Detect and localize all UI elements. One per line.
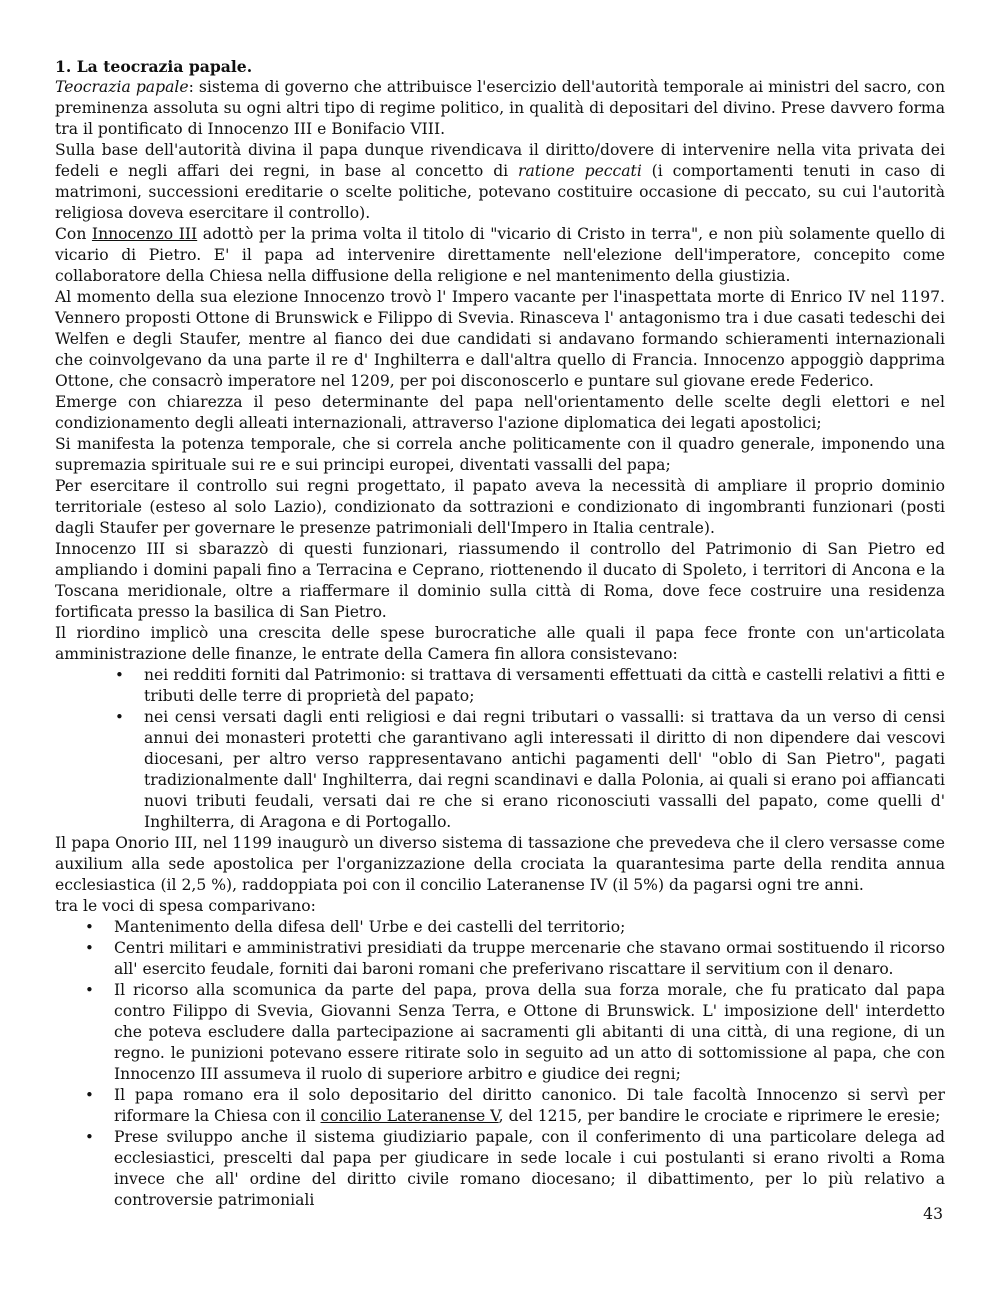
paragraph-riordino: Il riordino implicò una crescita delle spese burocratiche alle quali il papa fece fronte con un'articolata amministrazione delle finanze, le entrate della Camera fin allora consistevano: [55, 624, 945, 663]
expense-list [55, 917, 945, 1211]
term-ratione-peccati: ratione peccati [518, 162, 642, 180]
income-list [55, 665, 945, 833]
text-span: (i comportamenti tenuti in caso di matrimoni, successioni ereditarie o scelte politiche, potevano costituire occasione di peccato, su cui l'autorità religiosa doveva esercitare il controllo). [55, 162, 945, 222]
paragraph-controllo-regni: Per esercitare il controllo sui regni progettato, il papato aveva la necessità di ampliare il proprio dominio territoriale (esteso al solo Lazio), condizionato da sottrazioni e condizionato di ingombranti funzionari (posti dagli Staufer per governare le presenze patrimoniali dell'Impero in Italia centrale). [55, 477, 945, 537]
list-item: • Centri militari e amministrativi presidiati da truppe mercenarie che stavano ormai sostituendo il ricorso all' esercito feudale, forniti dai baroni romani che preferivano riscattare il servitium con il denaro. [114, 938, 945, 980]
link-concilio-lateranense[interactable]: concilio Lateranense V [320, 1107, 499, 1125]
paragraph-potenza-temporale: Si manifesta la potenza temporale, che si correla anche politicamente con il quadro generale, imponendo una supremazia spirituale sui re e sui principi europei, diventati vassalli del papa; [55, 435, 945, 474]
paragraph-innocenzo [55, 224, 945, 287]
list-item [114, 1085, 945, 1127]
list-item: • Il ricorso alla scomunica da parte del papa, prova della sua forza morale, che fu praticato dal papa contro Filippo di Svevia, Giovanni Senza Terra, e Ottone di Brunswick. L' imposizione dell' interdetto che poteva escludere dalla partecipazione ai sacramenti gli abitanti di una città, di una regione, di un regno. le punizioni potevano essere ritirate solo in seguito ad un atto di sottomissione al papa, che con Innocenzo III assumeva il ruolo di superiore arbitro e giudice dei regni; [114, 980, 945, 1085]
text-span: Con [55, 225, 92, 243]
paragraph-voci-spesa: tra le voci di spesa comparivano: [55, 897, 316, 915]
list-item: • Prese sviluppo anche il sistema giudiziario papale, con il conferimento di una particolare delega ad ecclesiastici, prescelti dal papa per giudicare in sede locale i cui postulanti si erano rivolti a Roma invece che all' ordine del diritto civile romano diocesano; il dibattimento, per lo più relativo a controversie patrimoniali [114, 1127, 945, 1211]
list-item: • nei redditi forniti dal Patrimonio: si trattava di versamenti effettuati da città e castelli relativi a fitti e tributi delle terre di proprietà del papato; [144, 665, 945, 707]
list-item: • Mantenimento della difesa dell' Urbe e dei castelli del territorio; [114, 917, 945, 938]
section-heading: 1. La teocrazia papale. [55, 57, 253, 76]
text-span: Il papa romano era il solo depositario del diritto canonico. Di tale facoltà Innocenzo si servì per riformare la Chiesa con il [114, 1086, 945, 1125]
paragraph-funzionari: Innocenzo III si sbarazzò di questi funzionari, riassumendo il controllo del Patrimonio di San Pietro ed ampliando i domini papali fino a Terracina e Ceprano, riottenendo il ducato di Spoleto, i territori di Ancona e la Toscana meridionale, oltre a riaffermare il dominio sulla città di Roma, dove fece costruire una residenza fortificata presso la basilica di San Pietro. [55, 540, 945, 621]
definition-text: : sistema di governo che attribuisce l'esercizio dell'autorità temporale ai ministri del sacro, con preminenza assoluta su ogni altri tipo di regime politico, in qualità di depositari del divino. Prese davvero forma tra il pontificato di Innocenzo III e Bonifacio VIII. [55, 78, 945, 138]
page-number: 43 [923, 1205, 943, 1223]
paragraph-onorio: Il papa Onorio III, nel 1199 inaugurò un diverso sistema di tassazione che prevedeva che il clero versasse come auxilium alla sede apostolica per l'organizzazione della crociata la quarantesima parte della rendita annua ecclesiastica (il 2,5 %), raddoppiata poi con il concilio Lateranense IV (il 5%) da pagarsi ogni tre anni. [55, 834, 945, 894]
paragraph-impero-vacante: Al momento della sua elezione Innocenzo trovò l' Impero vacante per l'inaspettata morte di Enrico IV nel 1197. Vennero proposti Ottone di Brunswick e Filippo di Svevia. Rinasceva l' antagonismo tra i due casati tedeschi dei Welfen e degli Staufer, mentre al fianco dei due candidati si andavano formando schieramenti internazionali che coinvolgevano da una parte il re d' Inghilterra e dall'altra quello di Francia. Innocenzo appoggiò dapprima Ottone, che consacrò imperatore nel 1209, per poi disconoscerlo e puntare sul giovane erede Federico. [55, 288, 945, 390]
link-innocenzo-iii[interactable]: Innocenzo III [91, 225, 198, 243]
list-item: • nei censi versati dagli enti religiosi e dai regni tributari o vassalli: si trattava da un verso di censi annui dei monasteri protetti che garantivano agli interessati il diritto di non dipendere dai vescovi diocesani, per altro verso rappresentavano antichi pagamenti dell' "oblo di San Pietro", pagati tradizionalmente dall' Inghilterra, dai regni scandinavi e dalla Polonia, ai quali si erano poi affiancati nuovi tributi feudali, versati dai re che si erano riconosciuti vassalli del papato, come quelli d' Inghilterra, di Aragona e di Portogallo. [144, 707, 945, 833]
text-span: Sulla base dell'autorità divina il papa dunque rivendicava il diritto/dovere di intervenire nella vita privata dei fedeli e negli affari dei regni, in base al concetto di [55, 141, 945, 180]
text-span: , del 1215, per bandire le crociate e riprimere le eresie; [498, 1107, 941, 1125]
term-teocrazia: Teocrazia papale [55, 78, 189, 96]
text-span: adottò per la prima volta il titolo di "vicario di Cristo in terra", e non più solamente quello di vicario di Pietro. E' il papa ad intervenire direttamente nell'elezione dell'imperatore, concepito come collaboratore della Chiesa nella diffusione della religione e nel mantenimento della giustizia. [55, 225, 945, 285]
paragraph-peso-papa: Emerge con chiarezza il peso determinante del papa nell'orientamento delle scelte degli elettori e nel condizionamento degli alleati internazionali, attraverso l'azione diplomatica dei legati apostolici; [55, 393, 945, 432]
paragraph-definition [55, 77, 945, 140]
paragraph-ratione-peccati [55, 140, 945, 224]
